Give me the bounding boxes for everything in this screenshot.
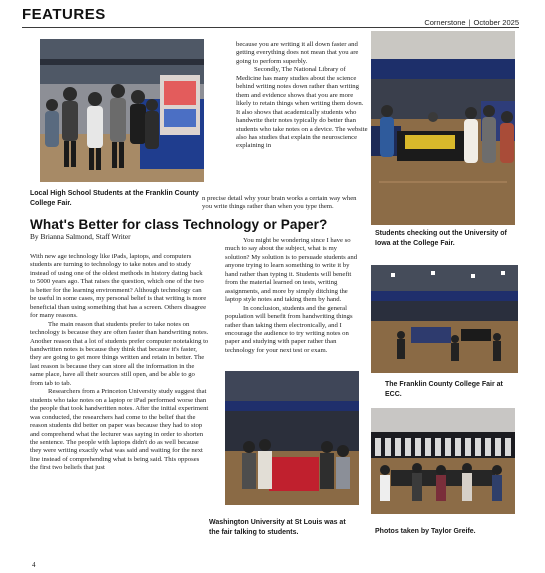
article-col-left <box>30 253 209 557</box>
article-paragraph: You might be wondering since I have so much to say about the subject, what is my solution? My solution is to persuade students and anyone trying to learn something to write it by hand rather than typing it. Students will benefit from the material learned on tests, writing assignments, and more by simply ditching the laptop style notes and taking them by hand. <box>225 237 358 304</box>
article-byline: By Brianna Salmond, Staff Writer <box>30 232 131 241</box>
article-paragraph: Researchers from a Princeton University study suggest that students who take notes on a laptop or iPad performed worse than the people that took handwritten notes. After the initial experiment was conducted, the researchers had come to the belief that the reason students did better on paper was because they had to stop and comprehend what the lecturer was saying in order to shorten the sentence. The people with laptops didn't do as well because they were writing exactly what was said and waiting for the next line instead of comprehending what is being said. This opposes the first two beliefs that just <box>30 388 209 472</box>
caption-photo5: Photos taken by Taylor Greife. <box>375 528 476 535</box>
caption-photo1: Local High School Students at the Franklin County College Fair. <box>30 190 199 207</box>
photo-gym-overview <box>371 265 518 373</box>
caption-photo4: Washington University at St Louis was at the fair talking to students. <box>209 519 346 536</box>
article-col-top-tail <box>202 195 368 215</box>
section-title: FEATURES <box>22 6 106 23</box>
article-paragraph: In conclusion, students and the general population will benefit from handwriting things rather than taking them electronically, and I encourage the audience to try writing notes on paper and studying with paper rather than technology for your next test or exam. <box>225 304 353 354</box>
photo-fair-crowd <box>371 408 515 514</box>
photo-iowa-booth <box>371 31 515 225</box>
masthead-separator: | <box>468 18 471 27</box>
photo-washu-booth <box>225 371 359 505</box>
article-paragraph: Secondly, The National Library of Medicine has many studies about the science behind writing notes down rather than writing them and evidence shows that you are more likely to retain things when writing them down. It also shows that academically students who handwrite their notes typically do better than students who take notes on a device. The website also has studies that explain the neuroscience explaining in <box>236 66 368 150</box>
masthead <box>424 18 519 27</box>
article-paragraph: n precise detail why your brain works a certain way when you write things rather than when you type them. <box>202 195 357 211</box>
page-number: 4 <box>32 561 36 569</box>
issue-date: October 2025 <box>473 18 519 27</box>
article-paragraph: With new age technology like iPads, laptops, and computers students are turning to technology to take notes and to study instead of using one of the oldest methods in history dating back to 5000 years ago. That raises the question, which one of the two is better for the learning environment? Although technology can be useful in some cases, my personal belief is that writing is more beneficial than using something that has a screen. Others disagree for many reasons. <box>30 253 207 320</box>
publication-name: Cornerstone <box>424 18 466 27</box>
caption-photo3: The Franklin County College Fair at ECC. <box>385 381 503 398</box>
photo-students-fair <box>40 39 204 182</box>
header-rule <box>22 27 519 28</box>
article-col-mid <box>225 237 359 367</box>
article-paragraph: The main reason that students prefer to take notes on technology is because they are often faster than handwriting notes. Another reason that a lot of students prefer computer notetaking to handwritten notes is because they think that because it's faster, they are going to get more things written and retain in better. The last reason is because they can store all the information in the same place, have all their sources still open, and be able to go from tab to tab. <box>30 320 209 387</box>
article-col-top <box>236 41 368 199</box>
article-headline: What's Better for class Technology or Paper? <box>30 217 328 232</box>
caption-photo2: Students checking out the University of Iowa at the College Fair. <box>375 230 507 247</box>
article-paragraph: because you are writing it all down faster and getting everything does not mean that you are going to perform superbly. <box>236 41 359 65</box>
